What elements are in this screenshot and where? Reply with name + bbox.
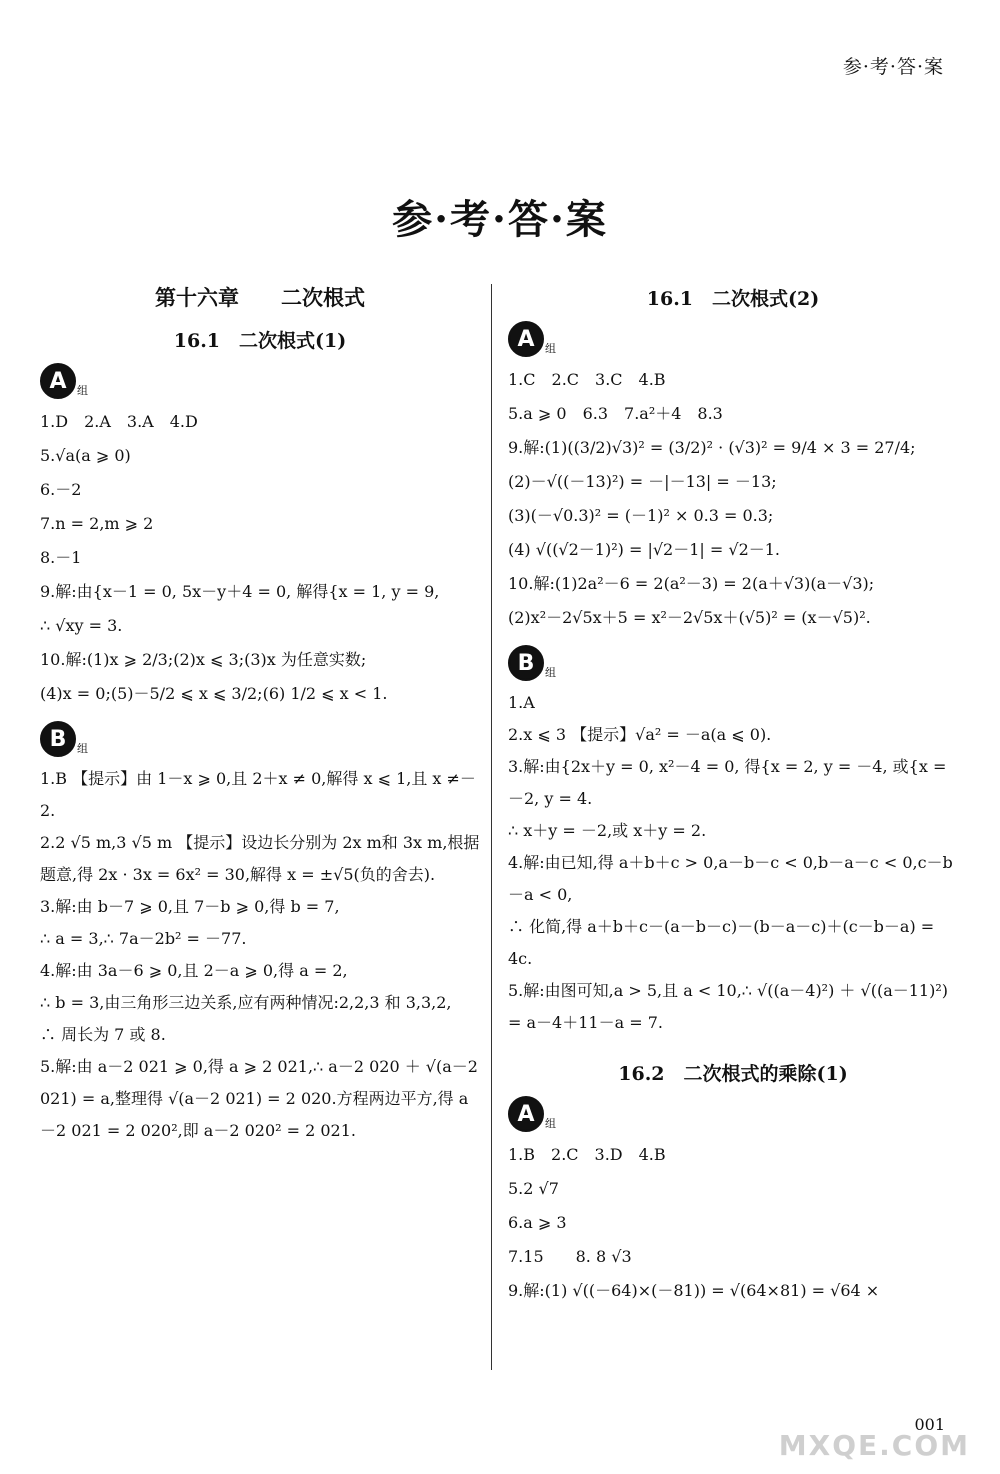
right-column xyxy=(508,270,958,1308)
group-a-icon: A xyxy=(508,321,544,357)
answer-line: 2.2 √5 m,3 √5 m 【提示】设边长分别为 2x m和 3x m,根据题意,得 2x · 3x = 6x² = 30,解得 x = ±√5(负的舍去). xyxy=(40,833,480,884)
answer-line: 5.√a(a ⩾ 0) xyxy=(40,446,131,465)
answer-line: 1.D 2.A 3.A 4.D xyxy=(40,412,198,431)
chapter-title: 第十六章 二次根式 xyxy=(155,285,365,310)
group-a-badge xyxy=(508,1096,958,1132)
answer-line: 4.解:由已知,得 a＋b＋c > 0,a－b－c < 0,b－a－c < 0,c－b－a < 0, xyxy=(508,853,953,904)
answer-line: 10.解:(1)2a²－6 = 2(a²－3) = 2(a＋√3)(a－√3); xyxy=(508,574,875,593)
group-label: 组 xyxy=(77,384,88,397)
group-b-badge xyxy=(40,721,480,757)
answer-line: 1.B 2.C 3.D 4.B xyxy=(508,1145,666,1164)
answer-line: 9.解:(1)((3/2)√3)² = (3/2)² · (√3)² = 9/4 × 3 = 27/4; xyxy=(508,438,916,457)
answer-line: ∴ 化简,得 a＋b＋c－(a－b－c)－(b－a－c)＋(c－b－a) = 4c. xyxy=(508,917,935,968)
running-header: 参·考·答·案 xyxy=(842,56,944,78)
page-title: 参·考·答·案 xyxy=(392,196,608,243)
answer-list-a2 xyxy=(508,1138,958,1308)
answer-line: 5.解:由图可知,a > 5,且 a < 10,∴ √((a－4)²) ＋ √((a－11)²) = a－4＋11－a = 7. xyxy=(508,981,948,1032)
group-b-icon: B xyxy=(40,721,76,757)
answer-line: ∴ x＋y = －2,或 x＋y = 2. xyxy=(508,821,707,840)
section-title: 16.1 二次根式(1) xyxy=(173,330,347,352)
answer-line: ∴ a = 3,∴ 7a－2b² = －77. xyxy=(40,929,247,948)
answer-line: 1.C 2.C 3.C 4.B xyxy=(508,370,666,389)
answer-line: (2)－√((－13)²) = －|－13| = －13; xyxy=(508,472,777,491)
group-label: 组 xyxy=(545,1117,556,1130)
answer-line: 3.解:由{2x＋y = 0, x²－4 = 0, 得{x = 2, y = －4, 或{x = －2, y = 4. xyxy=(508,757,947,808)
answer-line: 6.a ⩾ 3 xyxy=(508,1213,567,1232)
group-label: 组 xyxy=(545,342,556,355)
answer-list-a xyxy=(508,363,958,635)
answer-line: 5.a ⩾ 0 6.3 7.a²＋4 8.3 xyxy=(508,404,723,423)
answer-list-a xyxy=(40,405,480,711)
answer-line: (3)(－√0.3)² = (－1)² × 0.3 = 0.3; xyxy=(508,506,774,525)
answer-line: ∴ 周长为 7 或 8. xyxy=(40,1025,166,1044)
answer-line: 6.－2 xyxy=(40,480,82,499)
answer-line: 1.B 【提示】由 1－x ⩾ 0,且 2＋x ≠ 0,解得 x ⩽ 1,且 x ≠－2. xyxy=(40,769,476,820)
answer-list-b xyxy=(508,687,958,1039)
group-label: 组 xyxy=(545,666,556,679)
page-number: 001 xyxy=(914,1415,945,1434)
left-column xyxy=(40,270,480,1147)
group-label: 组 xyxy=(77,742,88,755)
answer-line: (4)x = 0;(5)－5/2 ⩽ x ⩽ 3/2;(6) 1/2 ⩽ x < 1. xyxy=(40,684,388,703)
section-title: 16.1 二次根式(2) xyxy=(646,288,820,310)
answer-line: ∴ √xy = 3. xyxy=(40,616,123,635)
answer-line: 9.解:由{x－1 = 0, 5x－y＋4 = 0, 解得{x = 1, y = 9, xyxy=(40,582,440,601)
section-title: 16.2 二次根式的乘除(1) xyxy=(618,1063,848,1085)
column-divider xyxy=(491,284,492,1370)
answer-line: 7.15 8. 8 √3 xyxy=(508,1247,632,1266)
answer-line: 8.－1 xyxy=(40,548,82,567)
group-a-icon: A xyxy=(508,1096,544,1132)
group-a-badge xyxy=(40,363,480,399)
answer-line: (2)x²－2√5x＋5 = x²－2√5x＋(√5)² = (x－√5)². xyxy=(508,608,871,627)
group-b-badge xyxy=(508,645,958,681)
answer-line: 4.解:由 3a－6 ⩾ 0,且 2－a ⩾ 0,得 a = 2, xyxy=(40,961,348,980)
answer-line: 10.解:(1)x ⩾ 2/3;(2)x ⩽ 3;(3)x 为任意实数; xyxy=(40,650,367,669)
watermark-logo: MXQE.COM xyxy=(778,1429,970,1462)
answer-line: 5.解:由 a－2 021 ⩾ 0,得 a ⩾ 2 021,∴ a－2 020 ＋ √(a－2 021) = a,整理得 √(a－2 021) = 2 020.方程两边平方,得 a－2 021 = 2 020²,即 a－2 020² = 2 021. xyxy=(40,1057,478,1140)
answer-line: 2.x ⩽ 3 【提示】√a² = －a(a ⩽ 0). xyxy=(508,725,772,744)
answer-line: ∴ b = 3,由三角形三边关系,应有两种情况:2,2,3 和 3,3,2, xyxy=(40,993,452,1012)
answer-line: 9.解:(1) √((－64)×(－81)) = √(64×81) = √64 × xyxy=(508,1281,880,1300)
group-a-icon: A xyxy=(40,363,76,399)
group-a-badge xyxy=(508,321,958,357)
answer-line: 7.n = 2,m ⩾ 2 xyxy=(40,514,154,533)
answer-line: 5.2 √7 xyxy=(508,1179,559,1198)
answer-line: 3.解:由 b－7 ⩾ 0,且 7－b ⩾ 0,得 b = 7, xyxy=(40,897,340,916)
group-b-icon: B xyxy=(508,645,544,681)
answer-list-b xyxy=(40,763,480,1147)
answer-line: (4) √((√2－1)²) = |√2－1| = √2－1. xyxy=(508,540,781,559)
answer-line: 1.A xyxy=(508,693,535,712)
